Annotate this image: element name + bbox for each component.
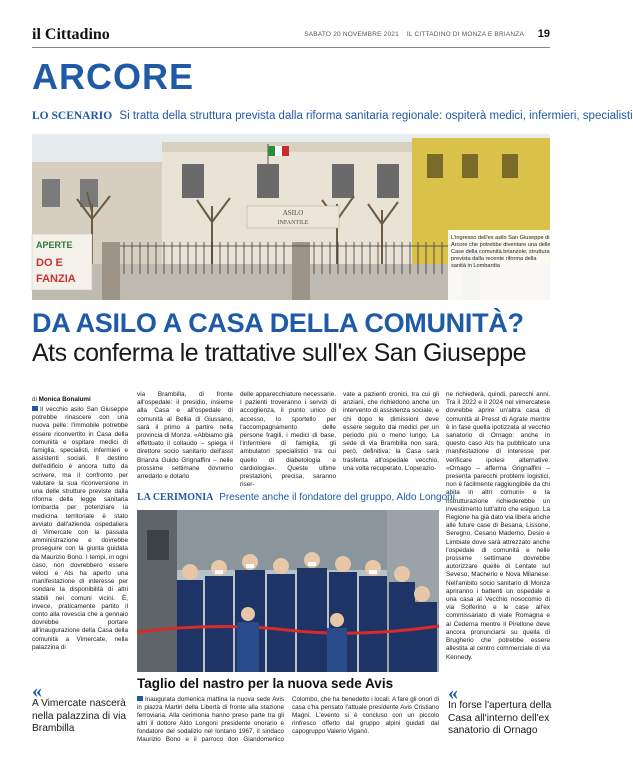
pullquote-left	[32, 680, 130, 736]
article-column-4: vate a pazienti cronici, tra cui gli anziani, che richiedono anche un intervento di assistenza sociale, e chi dopo le dimissioni deve essere seguito dai medici per un periodo più o meno lungo. La sede di via Brambilla non sarà, però, definitiva: la Casa sarà trasferita all'ospedale vecchio, una volta recuperato. L'operazio-	[343, 391, 439, 472]
scenario-kicker-line	[32, 110, 633, 122]
avis-body	[137, 696, 439, 746]
ceremony-text: Presente anche il fondatore del gruppo, Aldo Longoni	[219, 492, 455, 503]
masthead	[32, 24, 550, 48]
avis-ribbon-photo-illustration	[137, 510, 439, 672]
byline	[32, 396, 91, 403]
pullquote-right	[448, 682, 552, 738]
scenario-text: Si tratta della struttura prevista dalla riforma sanitaria regionale: ospiterà medici, infermieri, specialisti	[119, 110, 633, 122]
quote-mark-icon: «	[448, 682, 456, 704]
scenario-kicker: LO SCENARIO	[32, 110, 113, 122]
byline-prefix: di	[32, 396, 37, 403]
quote-mark-icon: «	[32, 680, 40, 702]
newspaper-logo: il Cittadino	[32, 26, 110, 43]
edition-name: IL CITTADINO DI MONZA E BRIANZA	[406, 31, 524, 38]
article-column-2: via Brambilla, di fronte all'ospedale: il presidio, insieme alla Casa e all'ospedale di comunità al Bellia di Giussano, sarà il primo a partire nella provincia di Monza. «Abbiamo già effettuato il collaudo – spiega il direttore socio sanitario dell'asst Brianza Guido Grignaffini – nelle prossime settimane dovremo arredarlo e dotarlo	[137, 391, 233, 481]
sign-bottom-text: INFANTILE	[277, 220, 309, 226]
banner-text-1: APERTE	[36, 240, 73, 250]
banner-text-3: FANZIA	[36, 273, 76, 285]
paragraph-marker-icon	[137, 696, 143, 701]
article-column-1-text: Il vecchio asilo San Giuseppe potrebbe rinascere con una nuova pelle: l'immobile potrebbe essere riconvertito in Casa della comunità e ospitare medici di famiglia, specialisti, infermieri e assistenti sociali. Il destino dell'edificio è ancora tutto da scrivere, ma il confronto per valutare la sua riconversione in una delle strutture previste dalla riforma della legge sanitaria lombarda per potenziare la medicina territoriale è stato avviato dall'azienda ospedaliera di Vimercate con la passata amministrazione e dovrebbe proseguire con la giunta guidata da Maurizio Bono. I tempi, in ogni caso, non dovrebbero essere veloci e Ats ha aperto una manifestazione di interesse per sondare la disponibilità di altri stabili nei comuni vicini. È, invece, praticamente partito il conto alla rovescia che a gennaio dovrebbe portare all'inaugurazione della Casa della comunità a Vimercate, nella palazzina di	[32, 406, 128, 651]
sign-top-text: ASILO	[282, 209, 304, 217]
ceremony-kicker-line	[137, 492, 455, 503]
pullquote-left-text: A Vimercate nascerà nella palazzina di via Brambilla	[32, 698, 127, 734]
article-headline: DA ASILO A CASA DELLA COMUNITÀ?	[32, 308, 524, 338]
article-column-3: delle apparecchiature necessarie. I pazienti troveranno i servizi di accoglienza, il punto unico di accesso, lo sportello per l'accompagnamento delle persone fragili, i medici di base, l'infermiere di famiglia, gli ambulatori specialistici tra cui quello di diabetologia e cardiologia». Queste ultime prestazioni, precisa, saranno riser-	[240, 391, 336, 489]
avis-body-text: Inaugurata domenica mattina la nuova sede Avis in piazza Martiri della Libertà di fronte alla stazione ferroviaria. Alla cerimonia hanno preso parte tra gli altri il dottore Aldo Longoni presidente onorario e fondatore del sodalizio nel lontano 1967, il sindaco Maurizio Bono e il parroco don Giandomenico Colombo, che ha benedetto i locali. A fare gli onori di casa c'ha pensato l'attuale presidente Avis Cristiano Magni. L'evento si è concluso con un piccolo rinfresco offerto dal gruppo alpini guidati dal capogruppo Valerio Viganò.	[137, 696, 439, 744]
asilo-photo-illustration	[32, 134, 550, 300]
article-column-1	[32, 406, 128, 678]
byline-author: Monica Bonalumi	[38, 396, 91, 403]
section-title: ARCORE	[32, 56, 195, 97]
pullquote-right-text: In forse l'apertura della Casa all'interno dell'ex sanatorio di Ornago	[448, 700, 552, 736]
article-subheadline: Ats conferma le trattative sull'ex San Giuseppe	[32, 339, 527, 367]
main-photo	[32, 134, 550, 300]
article-column-5: ne richiederà, quindi, parecchi anni. Tra il 2022 e il 2024 nel vimercatese dovrebbe aprire un'altra casa di comunità al Presst di Agrate mentre è in fase quella ipotizzata al vecchio sanatorio di Ornago: anche in questo caso Ats ha pubblicato una manifestazione di interesse per verificare ipotesi alternative. «Ornago – afferma Grignaffini – presenta parecchi problemi logistici, non è facilmente raggiungibile da chi abita in altri comuni» e la ristrutturazione richiederebbe un investimento tutt'altro che esiguo. La Regione ha già dato via libera anche alle future case di Besana, Lissone, Seregno, Cesano Maderno, Desio e Limbiate dove sarà attrezzato anche l'ospedale di comunità e nelle prossime settimane dovrebbe autorizzare quelle di Lentate sul Seveso, Macherio e Nova Milanese. Nell'ambito socio sanitario di Monza apriranno i battenti un ospedale e una casa al Vecchio nosocomio di via Solferino e le case all'ex commissariato di viale Romagna e al Cederna mentre il Pirellone deve ancora pronunciarsi su quella di Brugherio che potrebbe essere allestita al centro commerciale di via Kennedy.	[446, 391, 550, 661]
avis-title: Taglio del nastro per la nuova sede Avis	[137, 676, 394, 691]
issue-date: SABATO 20 NOVEMBRE 2021	[304, 31, 399, 38]
page-number: 19	[537, 28, 550, 40]
ceremony-photo	[137, 510, 439, 672]
banner-text-2: DO E	[36, 257, 63, 269]
paragraph-marker-icon	[32, 406, 38, 411]
masthead-meta	[298, 31, 524, 38]
ceremony-kicker: LA CERIMONIA	[137, 492, 214, 503]
main-photo-caption: L'ingresso dell'ex asilo San Giuseppe di Arcore che potrebbe diventare una delle Case della comunità brianzole, struttura prevista dalla recente riforma della sanità in Lombardia	[451, 235, 551, 269]
